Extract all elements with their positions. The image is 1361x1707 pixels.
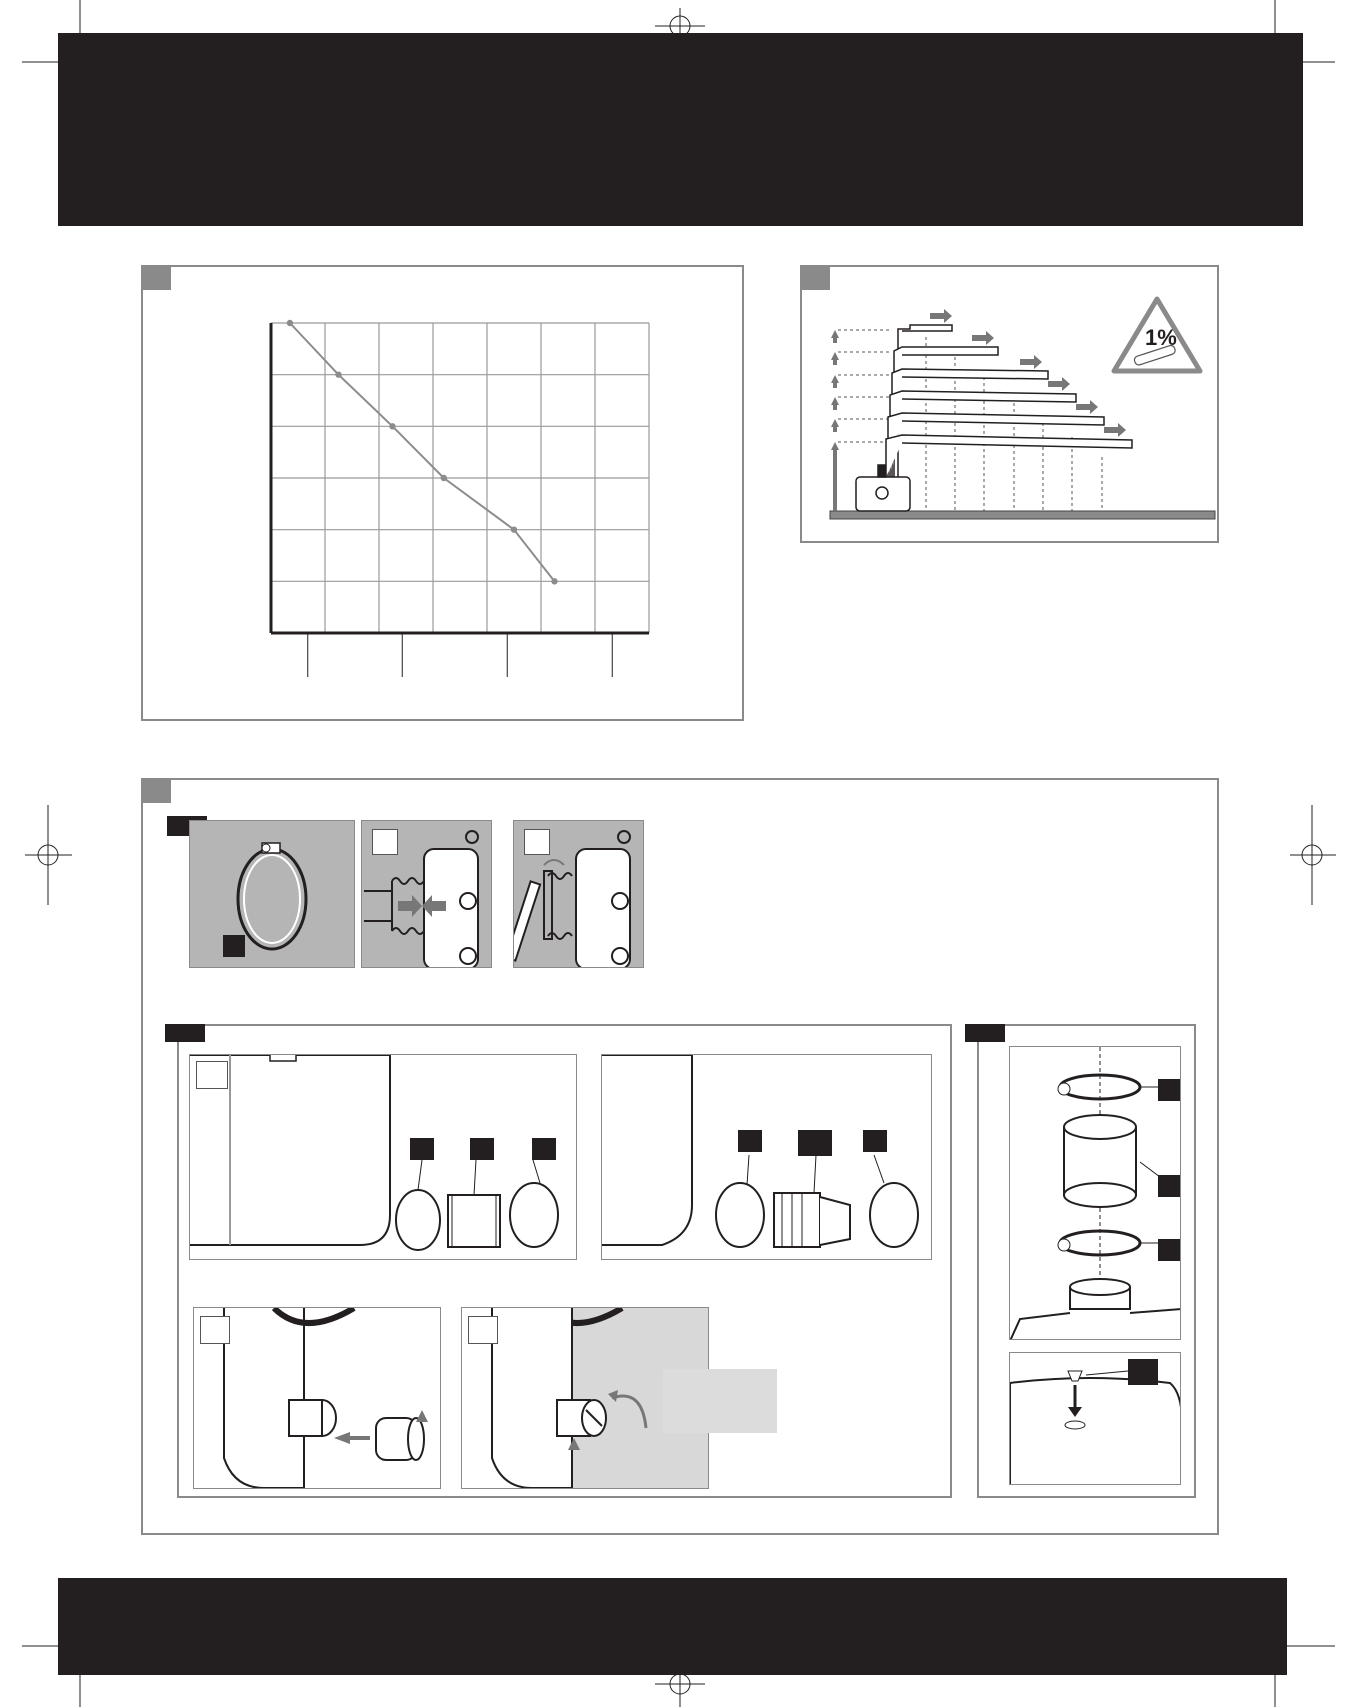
- step-number-box: [196, 1061, 228, 1089]
- data-point: [441, 475, 447, 481]
- pump-unit-icon: [856, 465, 910, 511]
- part-number-marker: [410, 1138, 434, 1160]
- installation-steps-panel: [141, 778, 1219, 1535]
- step-number-box: [524, 829, 550, 855]
- data-point: [287, 320, 293, 326]
- tighten-clamp-figure: [513, 820, 644, 968]
- vent-connection-group: [977, 1024, 1196, 1498]
- part-number-marker: [1158, 1079, 1180, 1101]
- straight-connector-illustration: [190, 1055, 577, 1260]
- straight-connector-figure: [189, 1054, 577, 1260]
- hose-clamp-icon: [190, 821, 355, 968]
- performance-curve-chart: [143, 267, 743, 719]
- remove-inlet-figure: [193, 1307, 441, 1489]
- vent-coupling-illustration: [1010, 1047, 1181, 1340]
- part-number-marker: [798, 1130, 832, 1156]
- chart-axes: [271, 323, 649, 677]
- data-point: [511, 526, 517, 532]
- part-number-marker: [223, 935, 245, 957]
- slope-percent-label: 1%: [1145, 325, 1177, 350]
- vent-cap-figure: [1009, 1352, 1181, 1485]
- step-number-box: [200, 1316, 230, 1344]
- data-point: [551, 578, 557, 584]
- chart-series: [287, 320, 558, 585]
- reducer-connector-figure: [601, 1054, 932, 1260]
- step-group-tag: [965, 1024, 1005, 1042]
- discharge-pipes: [886, 325, 1132, 477]
- remove-inlet-illustration: [194, 1308, 441, 1489]
- part-number-marker: [738, 1130, 762, 1152]
- height-levels: [838, 330, 892, 442]
- chart-grid: [271, 323, 649, 633]
- part-number-marker: [470, 1138, 494, 1160]
- data-point: [389, 423, 395, 429]
- series-line: [290, 323, 555, 581]
- step-group-tag: [165, 1024, 205, 1042]
- data-point: [335, 371, 341, 377]
- hose-clamp-figure: [189, 820, 355, 968]
- performance-chart-panel: [141, 265, 744, 721]
- note-box: [663, 1369, 777, 1433]
- part-number-marker: [1128, 1359, 1158, 1385]
- part-number-marker: [1158, 1239, 1180, 1261]
- part-number-marker: [863, 1130, 887, 1152]
- pipe-slope-diagram: [802, 267, 1217, 541]
- floor-slab: [830, 511, 1215, 519]
- vent-coupling-exploded-figure: [1009, 1046, 1181, 1340]
- part-number-marker: [1158, 1175, 1180, 1197]
- height-arrow-icons: [831, 330, 839, 511]
- reducer-connector-illustration: [602, 1055, 932, 1260]
- step-number-box: [372, 829, 398, 855]
- step-number-box: [468, 1316, 498, 1344]
- panel-number-tag: [143, 780, 171, 803]
- part-number-marker: [532, 1138, 556, 1160]
- connect-hose-figure: [361, 820, 492, 968]
- outlet-connection-group: [177, 1024, 952, 1498]
- pipe-slope-panel: [800, 265, 1219, 543]
